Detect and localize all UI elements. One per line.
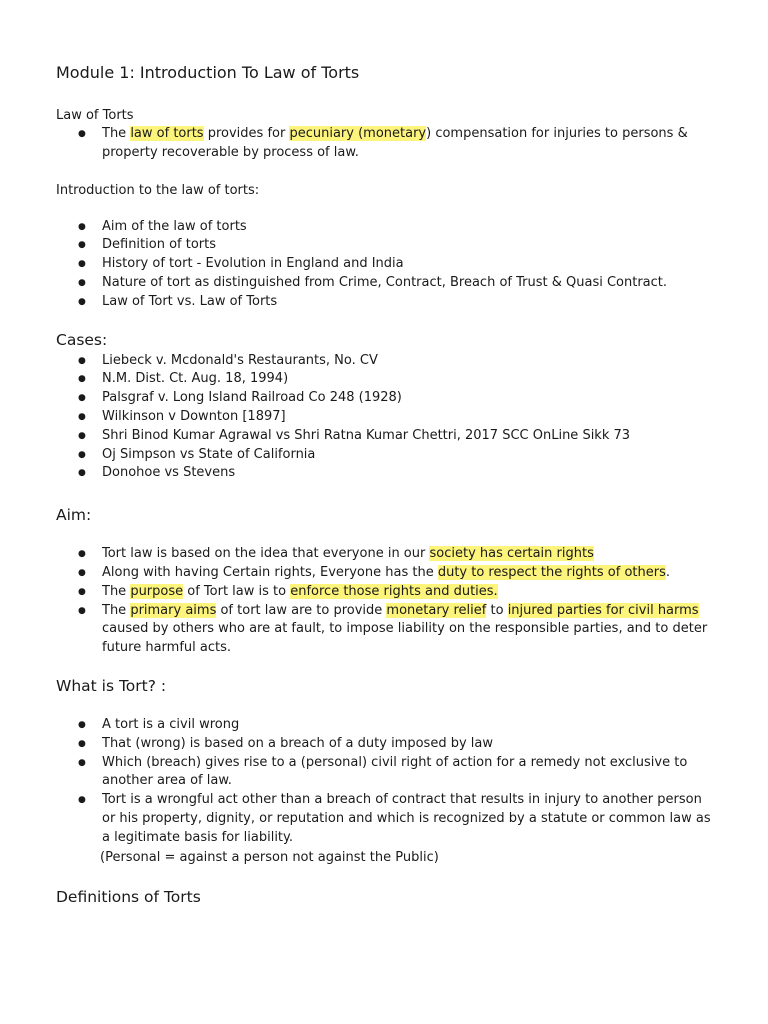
aim-heading: Aim:	[56, 506, 92, 525]
list-item: ● N.M. Dist. Ct. Aug. 18, 1994)	[56, 370, 716, 389]
aim-list	[56, 545, 716, 658]
list-item: ● The purpose of Tort law is to enforce those rights and duties.	[56, 583, 716, 602]
document-page	[56, 60, 716, 909]
list-item: ● Oj Simpson vs State of California	[56, 446, 716, 465]
personal-note: (Personal = against a person not against the Public)	[100, 849, 439, 865]
highlight: primary aims	[130, 602, 217, 618]
list-item: ● Nature of tort as distinguished from Crime, Contract, Breach of Trust & Quasi Contract.	[56, 274, 716, 293]
highlight: society has certain rights	[429, 546, 594, 562]
what-is-tort-heading: What is Tort? :	[56, 676, 167, 695]
list-item: ● Tort is a wrongful act other than a breach of contract that results in injury to another person or his property, dignity, or reputation and which is recognized by a statute or common law as a legitimate basis for liability.	[56, 791, 716, 847]
what-is-tort-list	[56, 716, 716, 848]
list-item: ● Which (breach) gives rise to a (personal) civil right of action for a remedy not exclusive to another area of law.	[56, 754, 716, 792]
list-item: ● The primary aims of tort law are to provide monetary relief to injured parties for civil harms caused by others who are at fault, to impose liability on the responsible parties, and to deter future harmful acts.	[56, 602, 716, 658]
list-item: ● Palsgraf v. Long Island Railroad Co 248 (1928)	[56, 389, 716, 408]
list-item: ● Aim of the law of torts	[56, 218, 716, 237]
highlight: duty to respect the rights of others	[437, 564, 666, 580]
intro-list	[56, 218, 716, 312]
definitions-heading: Definitions of Torts	[56, 887, 201, 906]
intro-label: Introduction to the law of torts:	[56, 182, 260, 198]
highlight: monetary relief	[386, 602, 487, 618]
list-item: ● Along with having Certain rights, Everyone has the duty to respect the rights of others.	[56, 564, 716, 583]
law-of-torts-list	[56, 125, 716, 163]
cases-heading: Cases:	[56, 330, 108, 349]
highlight: law of torts	[130, 126, 204, 141]
list-item: ● Definition of torts	[56, 236, 716, 255]
list-item: ● That (wrong) is based on a breach of a duty imposed by law	[56, 735, 716, 754]
highlight: pecuniary (monetary	[289, 126, 427, 141]
list-item: ● Tort law is based on the idea that everyone in our society has certain rights	[56, 545, 716, 564]
list-item: ● Shri Binod Kumar Agrawal vs Shri Ratna Kumar Chettri, 2017 SCC OnLine Sikk 73	[56, 427, 716, 446]
list-item: ● The law of torts provides for pecuniary (monetary) compensation for injuries to persons & property recoverable by process of law.	[56, 125, 716, 163]
list-item: ● Law of Tort vs. Law of Torts	[56, 293, 716, 312]
highlight: injured parties for civil harms	[507, 602, 699, 618]
list-item: ● A tort is a civil wrong	[56, 716, 716, 735]
list-item: ● Liebeck v. Mcdonald's Restaurants, No. CV	[56, 352, 716, 371]
list-item: ● Donohoe vs Stevens	[56, 464, 716, 483]
highlight: purpose	[130, 583, 184, 599]
cases-list	[56, 352, 716, 484]
list-item: ● History of tort - Evolution in England and India	[56, 255, 716, 274]
highlight: enforce those rights and duties.	[290, 583, 498, 599]
law-of-torts-label: Law of Torts	[56, 108, 134, 123]
list-item: ● Wilkinson v Downton [1897]	[56, 408, 716, 427]
module-title: Module 1: Introduction To Law of Torts	[56, 63, 360, 82]
